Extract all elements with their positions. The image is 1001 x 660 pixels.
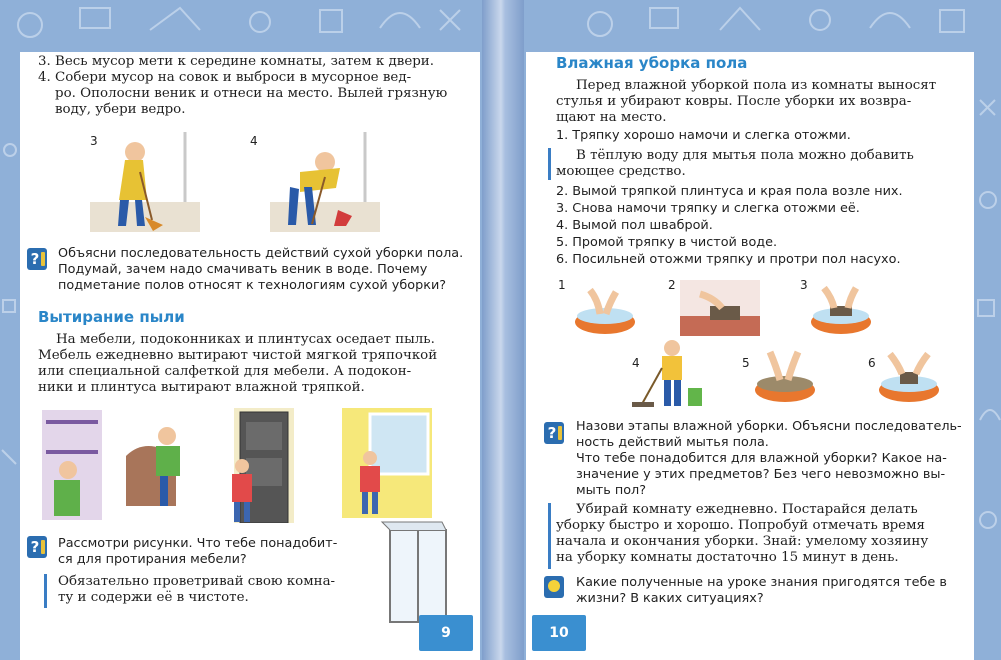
wet-step-1: 1. Тряпку хорошо намочи и слегка отожми. xyxy=(556,128,851,143)
sweeping-illustration-4 xyxy=(270,132,380,232)
note-line-2: ту и содержи её в чистоте. xyxy=(58,590,249,605)
wet-question-line-2: ность действий мытья пола. xyxy=(576,435,769,450)
intro-line-2: стулья и убирают ковры. После уборки их возвра- xyxy=(556,94,912,109)
daily-note-line-2: уборку быстро и хорошо. Попробуй отмечать время xyxy=(556,518,925,533)
reflection-icon xyxy=(544,576,564,598)
wet-step-6: 6. Посильней отожми тряпку и протри пол насухо. xyxy=(556,252,901,267)
page-number-9: 9 xyxy=(419,615,473,651)
wet-step-4: 4. Вымой пол шваброй. xyxy=(556,218,713,233)
question-icon-wet: ? xyxy=(544,422,564,444)
wet-question-line-1: Назови этапы влажной уборки. Объясни последователь- xyxy=(576,419,962,434)
wet-step-5: 5. Промой тряпку в чистой воде. xyxy=(556,235,778,250)
step-4-text-cont2: воду, убери ведро. xyxy=(55,102,186,117)
book-spine xyxy=(482,0,524,660)
final-question-line-1: Какие полученные на уроке знания пригодятся тебе в xyxy=(576,575,947,590)
dusting-door-illustration xyxy=(220,408,300,523)
step-3-text: 3. Весь мусор мети к середине комнаты, затем к двери. xyxy=(38,54,434,69)
sweeping-illustration-3 xyxy=(90,132,200,232)
section-heading-dust: Вытирание пыли xyxy=(38,308,185,326)
dust-paragraph-4: ники и плинтуса вытирают влажной тряпкой. xyxy=(38,380,365,395)
step-4-text: 4. Собери мусор на совок и выброси в мусорное вед- xyxy=(38,70,412,85)
baseboard-illustration-2 xyxy=(680,280,760,336)
question-2-line-2: ся для протирания мебели? xyxy=(58,552,247,567)
dust-paragraph-1: На мебели, подоконниках и плинтусах оседает пыль. xyxy=(56,332,435,347)
section-heading-wet-cleaning: Влажная уборка пола xyxy=(556,54,748,72)
basin-illustration-5 xyxy=(752,348,818,408)
question-1-line-3: подметание полов относят к технологиям сухой уборки? xyxy=(58,278,447,293)
left-page xyxy=(20,52,480,660)
final-question-line-2: жизни? В каких ситуациях? xyxy=(576,591,764,606)
note-bar-daily xyxy=(548,503,551,569)
question-icon-2: ? xyxy=(27,536,47,558)
note-bar xyxy=(44,574,47,608)
basin-illustration-6 xyxy=(876,348,942,408)
question-icon: ? xyxy=(27,248,47,270)
figure-label-4: 4 xyxy=(250,134,258,148)
question-2-line-1: Рассмотри рисунки. Что тебе понадобит- xyxy=(58,536,338,551)
basin-illustration-3 xyxy=(808,284,874,340)
wet-note-line-1: В тёплую воду для мытья пола можно добавить xyxy=(576,148,914,163)
wet-note-line-2: моющее средство. xyxy=(556,164,686,179)
dusting-shelf-illustration xyxy=(38,410,106,520)
wet-figure-label-1: 1 xyxy=(558,278,566,292)
question-1-line-1: Объясни последовательность действий сухой уборки пола. xyxy=(58,246,464,261)
wet-figure-label-5: 5 xyxy=(742,356,750,370)
intro-line-1: Перед влажной уборкой пола из комнаты выносят xyxy=(576,78,937,93)
intro-line-3: щают на место. xyxy=(556,110,667,125)
wet-figure-label-2: 2 xyxy=(668,278,676,292)
wet-question-line-3: Что тебе понадобится для влажной уборки? Какое на- xyxy=(576,451,947,466)
open-window-illustration xyxy=(380,520,460,630)
figure-label-3: 3 xyxy=(90,134,98,148)
daily-note-line-1: Убирай комнату ежедневно. Постарайся делать xyxy=(576,502,918,517)
page-number-10: 10 xyxy=(532,615,586,651)
question-1-line-2: Подумай, зачем надо смачивать веник в воде. Почему xyxy=(58,262,428,277)
step-4-text-cont: ро. Ополосни веник и отнеси на место. Вылей грязную xyxy=(55,86,448,101)
note-line-1: Обязательно проветривай свою комна- xyxy=(58,574,336,589)
right-page xyxy=(526,52,974,660)
wet-figure-label-3: 3 xyxy=(800,278,808,292)
wet-figure-label-4: 4 xyxy=(632,356,640,370)
basin-illustration-1 xyxy=(572,284,638,340)
wet-question-line-4: значение у этих предметов? Без чего невозможно вы- xyxy=(576,467,946,482)
wet-step-3: 3. Снова намочи тряпку и слегка отожми её. xyxy=(556,201,860,216)
daily-note-line-3: начала и окончания уборки. Знай: умелому хозяину xyxy=(556,534,929,549)
dust-paragraph-3: или специальной салфеткой для мебели. А подокон- xyxy=(38,364,412,379)
dust-paragraph-2: Мебель ежедневно вытирают чистой мягкой тряпочкой xyxy=(38,348,438,363)
mopping-illustration-4 xyxy=(628,338,704,412)
dusting-armchair-illustration xyxy=(122,416,194,516)
daily-note-line-4: на уборку комнаты достаточно 15 минут в день. xyxy=(556,550,899,565)
wet-step-2: 2. Вымой тряпкой плинтуса и края пола возле них. xyxy=(556,184,903,199)
note-bar-wet xyxy=(548,148,551,180)
wet-figure-label-6: 6 xyxy=(868,356,876,370)
wet-question-line-5: мыть пол? xyxy=(576,483,646,498)
dusting-window-illustration xyxy=(342,408,432,518)
